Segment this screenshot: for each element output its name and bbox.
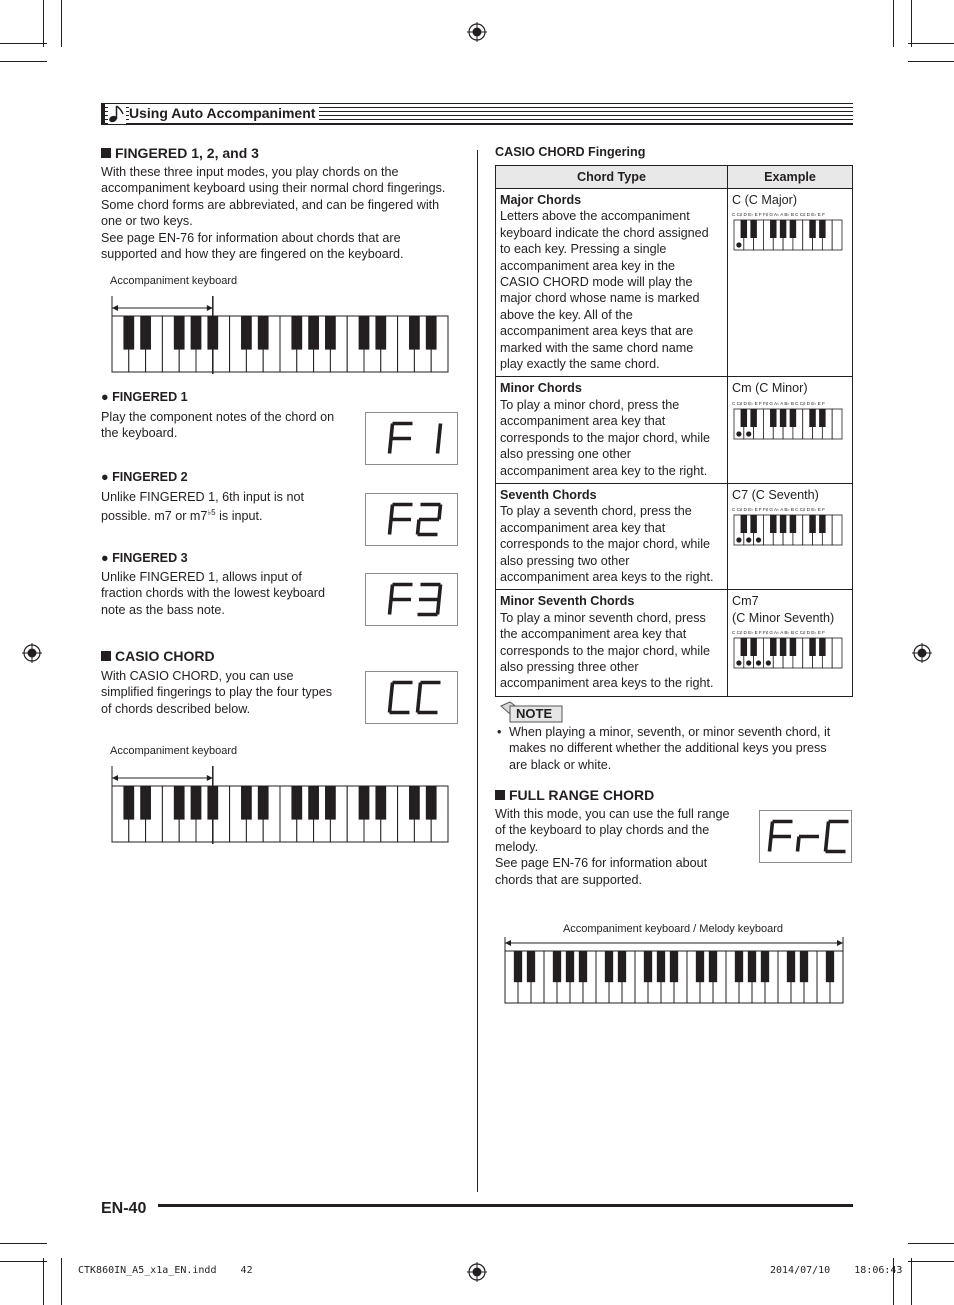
lcd-segments <box>366 494 457 545</box>
lcd-segment <box>419 683 421 698</box>
lcd-segment <box>826 837 828 852</box>
black-key <box>819 638 825 656</box>
chord-type-cell: Major Chords Letters above the accompaniment keyboard indicate the chord assigned to each key. Pressing a single accompaniment area key in the CASIO CHORD mode will play the major chord whose name is marked above the key. All of the accompaniment area keys that are marked with the same chord name play exactly the same chord. <box>496 189 728 377</box>
black-key <box>748 951 756 982</box>
keyboard-label: Accompaniment keyboard <box>110 745 238 757</box>
black-key <box>780 638 786 656</box>
lcd-segment <box>418 698 420 713</box>
black-key <box>174 316 185 350</box>
black-key <box>123 786 134 820</box>
arrow-right-icon <box>207 775 213 781</box>
crop-mark <box>908 61 954 62</box>
lcd-segment <box>390 698 392 713</box>
registration-mark-icon <box>22 643 42 663</box>
crop-mark <box>43 1258 44 1305</box>
crop-mark <box>0 1243 47 1244</box>
mini-keyboard-diagram <box>732 208 844 252</box>
crop-mark <box>61 0 62 47</box>
fingered2-text: Unlike FINGERED 1, 6th input is not possible. m7 or $m7^{♭5}$ is input. <box>101 490 304 524</box>
registration-mark-icon <box>912 643 932 663</box>
lcd-display-f3 <box>365 573 458 626</box>
fingered1-text: Play the component notes of the chord on the keyboard. <box>101 410 335 441</box>
arrow-right-icon <box>837 940 843 946</box>
white-key <box>832 409 842 439</box>
keyboard-label: Accompaniment keyboard / Melody keyboard <box>562 923 784 935</box>
black-key <box>809 409 815 427</box>
pressed-key-dot <box>746 538 751 543</box>
note-text: • When playing a minor, seventh, or minor seventh chord, it makes no different whether the additional keys you press are black or white. <box>497 725 831 772</box>
pressed-key-dot <box>736 243 741 248</box>
lcd-segment <box>391 683 393 698</box>
pressed-key-dot <box>746 431 751 436</box>
black-key <box>761 951 769 982</box>
black-key <box>375 316 386 350</box>
section-header <box>101 103 853 125</box>
chord-type-cell: Minor Seventh Chords To play a minor seventh chord, press the accompaniment area key that corresponds to the major chord, while also pressing three other accompaniment area keys to the right. <box>496 590 728 696</box>
crop-mark <box>61 1258 62 1305</box>
black-key <box>359 316 370 350</box>
fingered-intro: With these three input modes, you play chords on the accompaniment keyboard using their normal chord fingerings. Some chord forms are abbreviated, and can be fingered with one or two keys. See page EN-76 for information about chords that are supported and how they are fingered on the keyboard. <box>101 165 446 262</box>
black-key <box>325 786 336 820</box>
example-cell: C7 (C Seventh) C C♯ D E♭ E F F♯ G A♭ A B♭ B C C♯ D E♭ E F <box>728 483 853 589</box>
black-key <box>375 786 386 820</box>
black-key <box>258 316 269 350</box>
black-key <box>308 316 319 350</box>
black-key <box>644 951 652 982</box>
lcd-segment <box>798 837 800 852</box>
lcd-segments <box>760 811 851 862</box>
black-key <box>359 786 370 820</box>
footer-rule <box>158 1204 853 1207</box>
fingered-heading: FINGERED 1, 2, and 3 <box>101 145 259 161</box>
black-key <box>426 786 437 820</box>
crop-mark <box>911 0 912 47</box>
lcd-segment <box>390 600 392 615</box>
black-key <box>174 786 185 820</box>
table-row <box>496 189 853 377</box>
crop-mark <box>908 1243 954 1244</box>
black-key <box>258 786 269 820</box>
lcd-segment <box>827 822 829 837</box>
pressed-key-dot <box>736 538 741 543</box>
black-key <box>790 220 796 238</box>
black-key <box>566 951 574 982</box>
key-labels: C C♯ D E♭ E F F♯ G A♭ A B♭ B C C♯ D E♭ E F <box>732 630 825 636</box>
crop-mark <box>908 43 954 44</box>
lcd-segment <box>771 822 773 837</box>
black-key <box>819 409 825 427</box>
music-note-icon <box>108 104 126 124</box>
lcd-segment <box>438 600 440 615</box>
black-key <box>770 515 776 533</box>
chord-type-cell: Seventh Chords To play a seventh chord, press the accompaniment area key that corresponds to the major chord, while also pressing two other accompaniment area keys to the right. <box>496 483 728 589</box>
black-key <box>770 220 776 238</box>
full-range-text: With this mode, you can use the full range of the keyboard to play chords and the melody. See page EN-76 for information about chords that are supported. <box>495 807 730 887</box>
fingered3-title: ● FINGERED 3 <box>101 551 188 565</box>
crop-mark <box>0 61 47 62</box>
black-key <box>741 220 747 238</box>
lcd-segment <box>391 585 393 600</box>
table-row <box>496 590 853 696</box>
lcd-display-f1 <box>365 412 458 465</box>
registration-mark-icon <box>467 1262 487 1282</box>
black-key <box>409 316 420 350</box>
keyboard-label: Accompaniment keyboard <box>110 275 238 287</box>
black-key <box>241 786 252 820</box>
full-range-heading: FULL RANGE CHORD <box>495 787 654 803</box>
black-key <box>780 409 786 427</box>
lcd-segment <box>390 520 392 535</box>
lcd-segment <box>439 585 441 600</box>
pressed-key-dot <box>766 661 771 666</box>
black-key <box>191 786 202 820</box>
lcd-segment <box>439 505 441 520</box>
pressed-key-dot <box>736 661 741 666</box>
black-key <box>750 409 756 427</box>
lcd-segments <box>366 413 457 464</box>
black-key <box>308 786 319 820</box>
casio-chord-text: With CASIO CHORD, you can use simplified fingerings to play the four types of chords described below. <box>101 669 333 716</box>
lcd-segment <box>391 505 393 520</box>
key-labels: C C♯ D E♭ E F F♯ G A♭ A B♭ B C C♯ D E♭ E F <box>732 507 825 513</box>
lcd-segments <box>366 574 457 625</box>
black-key <box>426 316 437 350</box>
black-key <box>809 515 815 533</box>
black-key <box>553 951 561 982</box>
black-key <box>770 409 776 427</box>
black-key <box>750 638 756 656</box>
casio-chord-heading: CASIO CHORD <box>101 648 215 664</box>
black-key <box>191 316 202 350</box>
white-key <box>832 220 842 250</box>
black-key <box>605 951 613 982</box>
black-key <box>291 786 302 820</box>
black-key <box>735 951 743 982</box>
lcd-segment <box>391 424 393 439</box>
mini-keyboard-diagram <box>732 503 844 547</box>
table-row <box>496 483 853 589</box>
black-key <box>750 515 756 533</box>
black-key <box>741 515 747 533</box>
black-key <box>123 316 134 350</box>
lcd-segment <box>770 837 772 852</box>
fingered2-title: ● FINGERED 2 <box>101 470 188 484</box>
lcd-display-f2 <box>365 493 458 546</box>
black-key <box>750 220 756 238</box>
registration-mark-icon <box>467 22 487 42</box>
accompaniment-keyboard-diagram <box>108 294 452 374</box>
black-key <box>790 638 796 656</box>
table-header-row <box>496 166 853 189</box>
column-divider <box>477 150 478 1192</box>
black-key <box>618 951 626 982</box>
black-key <box>780 220 786 238</box>
lcd-display-cc <box>365 671 458 724</box>
header-title: Using Auto Accompaniment <box>129 105 319 121</box>
black-key <box>819 515 825 533</box>
arrow-left-icon <box>112 305 118 311</box>
pressed-key-dot <box>756 661 761 666</box>
black-key <box>809 220 815 238</box>
example-cell: C (C Major) C C♯ D E♭ E F F♯ G A♭ A B♭ B C C♯ D E♭ E F <box>728 189 853 377</box>
arrow-left-icon <box>112 775 118 781</box>
pressed-key-dot <box>736 431 741 436</box>
key-labels: C C♯ D E♭ E F F♯ G A♭ A B♭ B C C♯ D E♭ E F <box>732 400 825 406</box>
full-keyboard-diagram <box>501 937 847 1005</box>
chord-fingering-table <box>495 165 853 697</box>
example-cell: Cm7 (C Minor Seventh) C C♯ D E♭ E F F♯ G A♭ A B♭ B C C♯ D E♭ E F <box>728 590 853 696</box>
mini-keyboard-diagram <box>732 397 844 441</box>
black-key <box>787 951 795 982</box>
column-header: Example <box>728 166 853 189</box>
black-key <box>140 786 151 820</box>
crop-mark <box>911 1258 912 1305</box>
pressed-key-dot <box>756 538 761 543</box>
file-info: CTK860IN_A5_x1a_EN.indd 42 <box>78 1265 253 1276</box>
black-key <box>579 951 587 982</box>
crop-mark <box>908 1261 954 1262</box>
crop-mark <box>0 43 47 44</box>
black-key <box>514 951 522 982</box>
black-key <box>770 638 776 656</box>
black-key <box>741 638 747 656</box>
fingered3-text: Unlike FINGERED 1, allows input of fraction chords with the lowest keyboard note as the bass note. <box>101 570 326 617</box>
fingering-title: CASIO CHORD Fingering <box>495 145 646 159</box>
lcd-segments <box>366 672 457 723</box>
black-key <box>696 951 704 982</box>
arrow-right-icon <box>207 305 213 311</box>
crop-mark <box>43 0 44 47</box>
black-key <box>800 951 808 982</box>
lcd-segment <box>438 439 440 454</box>
example-cell: Cm (C Minor) C C♯ D E♭ E F F♯ G A♭ A B♭ B C C♯ D E♭ E F <box>728 377 853 483</box>
chord-type-cell: Minor Chords To play a minor chord, press the accompaniment area key that corresponds to the major chord, while also pressing one other accompaniment area key to the right. <box>496 377 728 483</box>
black-key <box>790 515 796 533</box>
table-row <box>496 377 853 483</box>
black-key <box>527 951 535 982</box>
lcd-segment <box>390 439 392 454</box>
black-key <box>409 786 420 820</box>
key-labels: C C♯ D E♭ E F F♯ G A♭ A B♭ B C C♯ D E♭ E F <box>732 212 825 218</box>
black-key <box>819 220 825 238</box>
black-key <box>140 316 151 350</box>
print-date: 2014/07/10 18:06:43 <box>770 1265 903 1276</box>
lcd-display-frc <box>759 810 852 863</box>
column-header: Chord Type <box>496 166 728 189</box>
black-key <box>709 951 717 982</box>
black-key <box>780 515 786 533</box>
black-key <box>657 951 665 982</box>
black-key <box>241 316 252 350</box>
black-key <box>826 951 834 982</box>
arrow-left-icon <box>505 940 511 946</box>
crop-mark <box>0 1261 47 1262</box>
white-key <box>832 638 842 668</box>
lcd-segment <box>439 424 441 439</box>
pressed-key-dot <box>746 661 751 666</box>
black-key <box>741 409 747 427</box>
white-key <box>832 515 842 545</box>
black-key <box>291 316 302 350</box>
fingered1-title: ● FINGERED 1 <box>101 390 188 404</box>
black-key <box>809 638 815 656</box>
black-key <box>325 316 336 350</box>
lcd-segment <box>418 520 420 535</box>
black-key <box>670 951 678 982</box>
crop-mark <box>893 0 894 47</box>
black-key <box>790 409 796 427</box>
mini-keyboard-diagram <box>732 626 844 670</box>
page-number: EN-40 <box>101 1200 147 1217</box>
accompaniment-keyboard-diagram <box>108 764 452 844</box>
